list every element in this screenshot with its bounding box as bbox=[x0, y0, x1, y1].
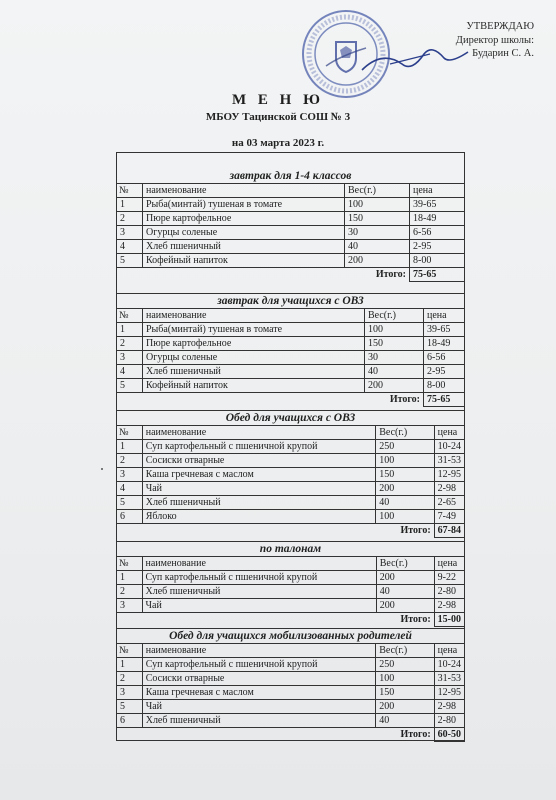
total-label: Итого: bbox=[117, 613, 435, 627]
table-row bbox=[117, 198, 465, 212]
header-number: № bbox=[117, 644, 143, 658]
header-weight: Вес(г.) bbox=[376, 644, 434, 658]
dish-price: 8-00 bbox=[424, 379, 465, 393]
dish-weight: 40 bbox=[376, 496, 434, 510]
dish-weight: 150 bbox=[376, 468, 434, 482]
table-header-row bbox=[117, 557, 465, 571]
dish-weight: 100 bbox=[376, 510, 434, 524]
header-weight: Вес(г.) bbox=[365, 309, 424, 323]
row-number: 2 bbox=[117, 212, 143, 226]
total-label: Итого: bbox=[117, 393, 424, 407]
table-row bbox=[117, 700, 465, 714]
dish-weight: 150 bbox=[365, 337, 424, 351]
table-row bbox=[117, 468, 465, 482]
dish-name: Хлеб пшеничный bbox=[142, 714, 376, 728]
header-price: цена bbox=[434, 644, 464, 658]
row-number: 3 bbox=[117, 599, 143, 613]
total-value: 60-50 bbox=[434, 728, 464, 742]
dish-weight: 150 bbox=[376, 686, 434, 700]
dish-price: 2-65 bbox=[434, 496, 464, 510]
dish-name: Каша гречневая с маслом bbox=[142, 468, 376, 482]
dish-weight: 250 bbox=[376, 440, 434, 454]
dish-price: 10-24 bbox=[434, 658, 464, 672]
menu-table bbox=[116, 183, 465, 282]
row-number: 4 bbox=[117, 240, 143, 254]
section-title: по талонам bbox=[116, 541, 465, 556]
table-row bbox=[117, 571, 465, 585]
menu-section bbox=[116, 628, 465, 742]
table-row bbox=[117, 226, 465, 240]
dish-name: Огурцы соленые bbox=[143, 226, 345, 240]
dish-price: 2-98 bbox=[434, 700, 464, 714]
dish-weight: 200 bbox=[376, 599, 434, 613]
dish-weight: 200 bbox=[376, 571, 434, 585]
dish-name: Сосиски отварные bbox=[142, 672, 376, 686]
dish-price: 2-80 bbox=[434, 714, 464, 728]
section-title: завтрак для 1-4 классов bbox=[229, 170, 352, 182]
header-number: № bbox=[117, 184, 143, 198]
total-value: 67-84 bbox=[434, 524, 464, 538]
menu-section bbox=[116, 410, 465, 538]
dish-weight: 100 bbox=[376, 672, 434, 686]
dish-weight: 200 bbox=[376, 700, 434, 714]
dish-name: Хлеб пшеничный bbox=[143, 365, 365, 379]
page-title: М Е Н Ю bbox=[232, 92, 324, 108]
dish-price: 2-95 bbox=[410, 240, 465, 254]
header-weight: Вес(г.) bbox=[345, 184, 410, 198]
total-label: Итого: bbox=[117, 728, 435, 742]
dish-price: 39-65 bbox=[410, 198, 465, 212]
dish-price: 18-49 bbox=[410, 212, 465, 226]
dish-weight: 40 bbox=[345, 240, 410, 254]
table-header-row bbox=[117, 184, 465, 198]
dish-price: 10-24 bbox=[434, 440, 464, 454]
row-number: 2 bbox=[117, 337, 143, 351]
dish-weight: 150 bbox=[345, 212, 410, 226]
total-value: 75-65 bbox=[424, 393, 465, 407]
dish-weight: 100 bbox=[345, 198, 410, 212]
row-number: 5 bbox=[117, 254, 143, 268]
table-row bbox=[117, 440, 465, 454]
approval-heading: УТВЕРЖДАЮ bbox=[466, 21, 534, 32]
dish-name: Суп картофельный с пшеничной крупой bbox=[142, 571, 376, 585]
dish-price: 2-95 bbox=[424, 365, 465, 379]
dish-name: Кофейный напиток bbox=[143, 254, 345, 268]
dish-weight: 30 bbox=[345, 226, 410, 240]
header-weight: Вес(г.) bbox=[376, 557, 434, 571]
dish-name: Хлеб пшеничный bbox=[143, 240, 345, 254]
dish-weight: 250 bbox=[376, 658, 434, 672]
table-row bbox=[117, 510, 465, 524]
table-row bbox=[117, 658, 465, 672]
dish-price: 8-00 bbox=[410, 254, 465, 268]
table-row bbox=[117, 496, 465, 510]
table-row bbox=[117, 379, 465, 393]
header-name: наименование bbox=[143, 309, 365, 323]
table-row bbox=[117, 337, 465, 351]
row-number: 1 bbox=[117, 571, 143, 585]
table-header-row bbox=[117, 426, 465, 440]
table-row bbox=[117, 686, 465, 700]
header-number: № bbox=[117, 557, 143, 571]
dish-name: Чай bbox=[142, 482, 376, 496]
row-number: 1 bbox=[117, 440, 143, 454]
dish-weight: 30 bbox=[365, 351, 424, 365]
header-number: № bbox=[117, 309, 143, 323]
menu-date: на 03 марта 2023 г. bbox=[231, 137, 325, 149]
table-header-row bbox=[117, 309, 465, 323]
header-name: наименование bbox=[142, 426, 376, 440]
dish-price: 31-53 bbox=[434, 454, 464, 468]
row-number: 1 bbox=[117, 198, 143, 212]
dish-name: Суп картофельный с пшеничной крупой bbox=[142, 658, 376, 672]
row-number: 3 bbox=[117, 686, 143, 700]
approval-position: Директор школы: bbox=[455, 34, 534, 46]
menu-table bbox=[116, 643, 465, 742]
dish-name: Пюре картофельное bbox=[143, 212, 345, 226]
row-number: 6 bbox=[117, 510, 143, 524]
row-number: 4 bbox=[117, 482, 143, 496]
dish-price: 2-98 bbox=[434, 482, 464, 496]
dish-price: 9-22 bbox=[434, 571, 464, 585]
section-title: завтрак для учащихся с ОВЗ bbox=[116, 293, 465, 308]
total-row bbox=[117, 728, 465, 742]
table-row bbox=[117, 254, 465, 268]
table-row bbox=[117, 714, 465, 728]
menu-table bbox=[116, 308, 465, 407]
row-number: 1 bbox=[117, 658, 143, 672]
row-number: 3 bbox=[117, 351, 143, 365]
dish-price: 12-95 bbox=[434, 468, 464, 482]
table-row bbox=[117, 585, 465, 599]
header-price: цена bbox=[424, 309, 465, 323]
section-title: Обед для учащихся с ОВЗ bbox=[116, 410, 465, 425]
dish-name: Хлеб пшеничный bbox=[142, 585, 376, 599]
dish-name: Рыба(минтай) тушеная в томате bbox=[143, 323, 365, 337]
table-header-row bbox=[117, 644, 465, 658]
dish-name: Рыба(минтай) тушеная в томате bbox=[143, 198, 345, 212]
dish-price: 6-56 bbox=[410, 226, 465, 240]
dish-name: Хлеб пшеничный bbox=[142, 496, 376, 510]
dish-name: Кофейный напиток bbox=[143, 379, 365, 393]
header-price: цена bbox=[410, 184, 465, 198]
section-title: Обед для учащихся мобилизованных родителей bbox=[116, 628, 465, 643]
menu-section bbox=[116, 541, 465, 627]
dish-weight: 200 bbox=[365, 379, 424, 393]
dish-weight: 100 bbox=[365, 323, 424, 337]
dish-name: Сосиски отварные bbox=[142, 454, 376, 468]
paper-speck bbox=[101, 468, 103, 470]
menu-table bbox=[116, 556, 465, 627]
table-row bbox=[117, 351, 465, 365]
header-name: наименование bbox=[143, 184, 345, 198]
table-row bbox=[117, 212, 465, 226]
dish-price: 2-98 bbox=[434, 599, 464, 613]
total-label: Итого: bbox=[117, 524, 435, 538]
signature-icon bbox=[360, 40, 470, 80]
dish-name: Каша гречневая с маслом bbox=[142, 686, 376, 700]
table-row bbox=[117, 240, 465, 254]
dish-weight: 40 bbox=[376, 714, 434, 728]
total-row bbox=[117, 524, 465, 538]
total-row bbox=[117, 393, 465, 407]
dish-name: Яблоко bbox=[142, 510, 376, 524]
row-number: 5 bbox=[117, 700, 143, 714]
row-number: 5 bbox=[117, 379, 143, 393]
total-value: 15-00 bbox=[434, 613, 464, 627]
school-name: МБОУ Тацинской СОШ № 3 bbox=[205, 111, 351, 123]
approval-block bbox=[456, 20, 534, 61]
total-row bbox=[117, 268, 465, 282]
dish-weight: 200 bbox=[376, 482, 434, 496]
header-price: цена bbox=[434, 557, 464, 571]
table-row bbox=[117, 599, 465, 613]
dish-price: 6-56 bbox=[424, 351, 465, 365]
dish-price: 12-95 bbox=[434, 686, 464, 700]
row-number: 3 bbox=[117, 468, 143, 482]
dish-name: Огурцы соленые bbox=[143, 351, 365, 365]
total-value: 75-65 bbox=[410, 268, 465, 282]
dish-name: Чай bbox=[142, 700, 376, 714]
dish-price: 31-53 bbox=[434, 672, 464, 686]
header-name: наименование bbox=[142, 557, 376, 571]
dish-name: Пюре картофельное bbox=[143, 337, 365, 351]
row-number: 1 bbox=[117, 323, 143, 337]
row-number: 2 bbox=[117, 585, 143, 599]
dish-name: Суп картофельный с пшеничной крупой bbox=[142, 440, 376, 454]
header-weight: Вес(г.) bbox=[376, 426, 434, 440]
row-number: 4 bbox=[117, 365, 143, 379]
dish-weight: 40 bbox=[365, 365, 424, 379]
dish-price: 7-49 bbox=[434, 510, 464, 524]
menu-section bbox=[116, 169, 465, 282]
table-row bbox=[117, 482, 465, 496]
total-row bbox=[117, 613, 465, 627]
row-number: 3 bbox=[117, 226, 143, 240]
dish-price: 39-65 bbox=[424, 323, 465, 337]
approval-name: Бударин С. А. bbox=[472, 48, 534, 59]
menu-table bbox=[116, 425, 465, 538]
row-number: 2 bbox=[117, 672, 143, 686]
dish-name: Чай bbox=[142, 599, 376, 613]
dish-price: 18-49 bbox=[424, 337, 465, 351]
row-number: 5 bbox=[117, 496, 143, 510]
row-number: 2 bbox=[117, 454, 143, 468]
dish-weight: 200 bbox=[345, 254, 410, 268]
menu-section bbox=[116, 293, 465, 407]
dish-weight: 40 bbox=[376, 585, 434, 599]
table-row bbox=[117, 365, 465, 379]
table-row bbox=[117, 672, 465, 686]
row-number: 6 bbox=[117, 714, 143, 728]
table-row bbox=[117, 454, 465, 468]
header-price: цена bbox=[434, 426, 464, 440]
header-name: наименование bbox=[142, 644, 376, 658]
dish-weight: 100 bbox=[376, 454, 434, 468]
dish-price: 2-80 bbox=[434, 585, 464, 599]
total-label: Итого: bbox=[117, 268, 410, 282]
header-number: № bbox=[117, 426, 143, 440]
table-row bbox=[117, 323, 465, 337]
